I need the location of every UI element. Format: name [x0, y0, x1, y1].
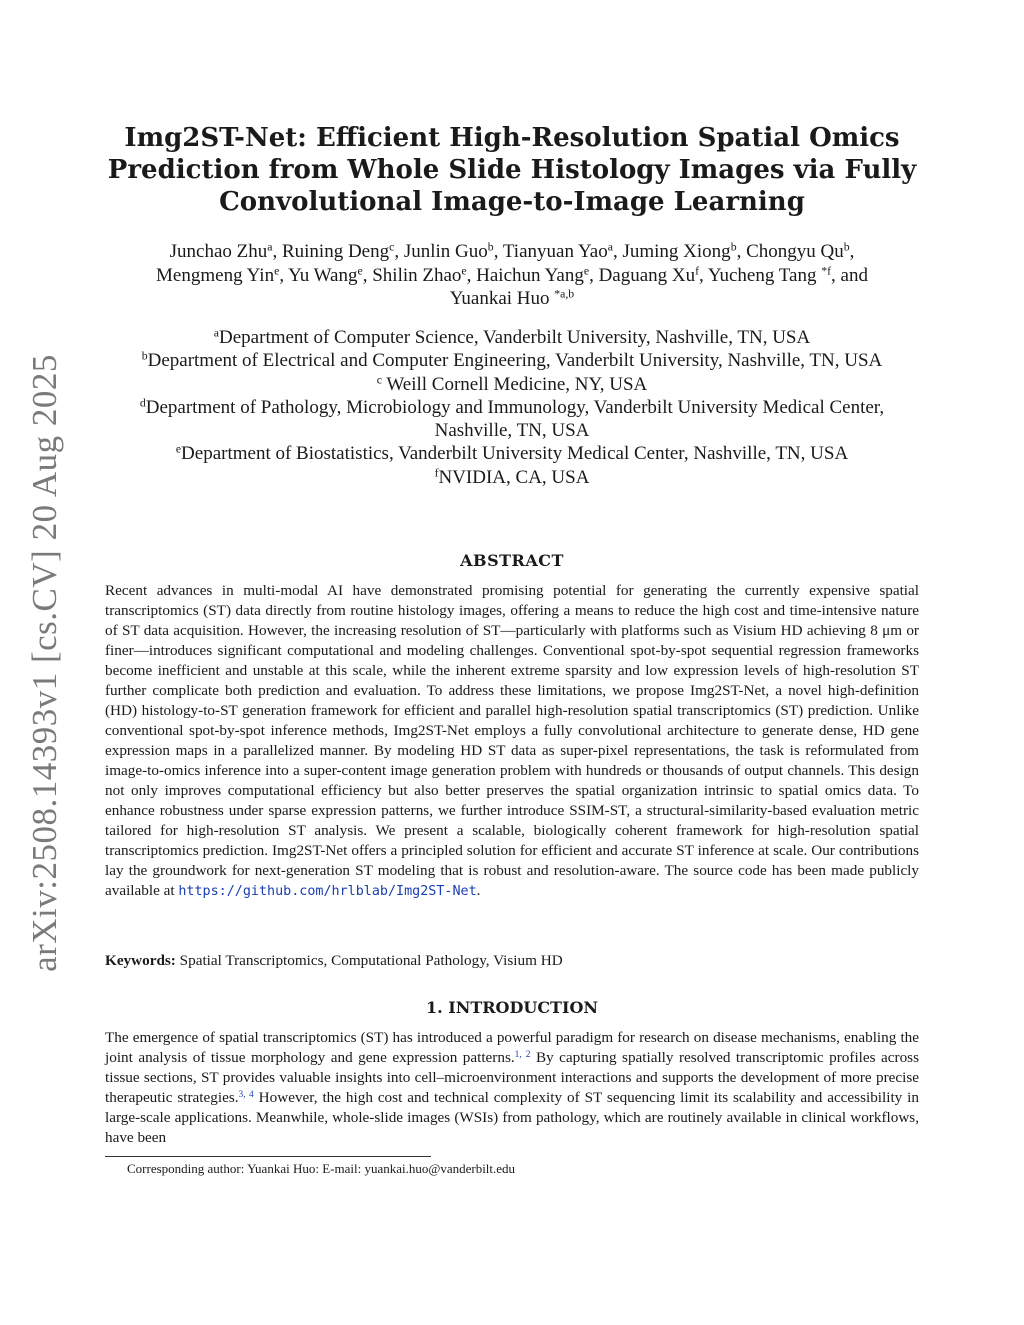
affiliation: $^a$Department of Computer Science, Vanderbilt University, Nashville, TN, USA — [213, 326, 811, 348]
author: Haichun Yang$^e$ — [476, 264, 590, 286]
author: Ruining Deng$^c$ — [281, 240, 395, 262]
author: Chongyu Qu$^b$ — [746, 240, 850, 262]
affiliation: $^b$Department of Electrical and Computer Engineering, Vanderbilt University, Nashville, TN, USA — [141, 349, 883, 372]
keywords-line — [105, 951, 919, 971]
author: Junchao Zhu$^a$ — [169, 240, 273, 262]
author: Juming Xiong$^b$ — [622, 240, 737, 262]
affiliation: $^e$Department of Biostatistics, Vanderbilt University Medical Center, Nashville, TN, USA — [175, 443, 849, 465]
author-list: Junchao Zhu$^a$, Ruining Deng$^c$, Junlin Guo$^b$, Tianyuan Yao$^a$, Juming Xiong$^b$, Chongyu Qu$^b$, Mengmeng Yin$^e$, Yu Wang$^e$, Shilin Zhao$^e$, Haichun Yang$^e$, Daguang Xu$^f$, Yucheng Tang $^{*f}$, and Yuankai Huo $^{*a,b}$ — [156, 240, 868, 309]
author: Yucheng Tang $^{*f}$ — [707, 264, 832, 286]
arxiv-identifier-stamp — [22, 354, 68, 972]
author: Junlin Guo$^b$ — [403, 240, 494, 262]
citation-ref[interactable]: 1, 2 — [514, 1049, 531, 1060]
source-code-link[interactable]: https://github.com/hrlblab/Img2ST-Net — [178, 884, 477, 899]
citation-ref[interactable]: 3, 4 — [238, 1089, 254, 1100]
introduction-heading: 1. INTRODUCTION — [425, 998, 599, 1017]
abstract-paragraph: Recent advances in multi-modal AI have demonstrated promising potential for generating the currently expensive spatial transcriptomics (ST) data directly from routine histology images, offering a means to reduce the high cost and time-intensive nature of ST data acquisition. However, the increasing resolution of ST—particularly with platforms such as Visium HD achieving 8 μm or finer—introduces significant computational and modeling challenges. Conventional spot-by-spot sequential regression frameworks become inefficient and unstable at this scale, while the inherent extreme sparsity and low expression levels of high-resolution ST further complicate both prediction and evaluation. To address these limitations, we propose Img2ST-Net, a novel high-definition (HD) histology-to-ST generation framework for efficient and parallel high-resolution spatial transcriptomics (ST) prediction. Unlike conventional spot-by-spot inference methods, Img2ST-Net employs a fully convolutional architecture to generate dense, HD gene expression maps in a parallelized manner. By modeling HD ST data as super-pixel representations, the task is reformulated from image-to-omics inference into a super-content image generation problem with hundreds or thousands of output channels. This design not only improves computational efficiency but also better preserves the spatial organization intrinsic to spatial omics data. To enhance robustness under sparse expression patterns, we further introduce SSIM-ST, a structural-similarity-based evaluation metric tailored for high-resolution ST analysis. We present a scalable, biologically coherent framework for high-resolution spatial transcriptomics prediction. Img2ST-Net offers a principled solution for efficient and accurate ST inference at scale. Our contributions lay the groundwork for next-generation ST modeling that is robust and resolution-aware. The source code has been made publicly available at https://github.com/hrlblab/Img2ST-Net. — [105, 582, 919, 899]
abstract-body: Recent advances in multi-modal AI have demonstrated promising potential for generating the currently expensive spatial transcriptomics (ST) data directly from routine histology images, offering a means to reduce the high cost and time-intensive nature of ST data acquisition. However, the increasing resolution of ST—particularly with platforms such as Visium HD achieving 8 μm or finer—introduces significant computational and modeling challenges. Conventional spot-by-spot sequential regression frameworks become inefficient and unstable at this scale, while the inherent extreme sparsity and low expression levels of high-resolution ST further complicate both prediction and evaluation. To address these limitations, we propose Img2ST-Net, a novel high-definition (HD) histology-to-ST generation framework for efficient and parallel high-resolution spatial transcriptomics (ST) prediction. Unlike conventional spot-by-spot inference methods, Img2ST-Net employs a fully convolutional architecture to generate dense, HD gene expression maps in a parallelized manner. By modeling HD ST data as super-pixel representations, the task is reformulated from image-to-omics inference into a super-content image generation problem with hundreds or thousands of output channels. This design not only improves computational efficiency but also better preserves the spatial organization intrinsic to spatial omics data. To enhance robustness under sparse expression patterns, we further introduce SSIM-ST, a structural-similarity-based evaluation metric tailored for high-resolution ST analysis. We present a scalable, biologically coherent framework for high-resolution spatial transcriptomics prediction. Img2ST-Net offers a principled solution for efficient and accurate ST inference at scale. Our contributions lay the groundwork for next-generation ST modeling that is robust and resolution-aware. The source code has been made publicly available at — [105, 582, 919, 899]
affiliation: $^f$NVIDIA, CA, USA — [434, 466, 590, 488]
keywords-label: Keywords: — [105, 952, 176, 969]
author-conjunction: and — [840, 264, 868, 286]
author: Mengmeng Yin$^e$ — [156, 264, 280, 286]
affiliation: $^c$ Weill Cornell Medicine, NY, USA — [376, 373, 648, 395]
introduction-paragraph: The emergence of spatial transcriptomics (ST) has introduced a powerful paradigm for research on disease mechanisms, enabling the joint analysis of tissue morphology and gene expression patterns.$^{1, 2}$ By capturing spatially resolved transcriptomic profiles across tissue sections, ST provides valuable insights into cell–microenvironment interactions and supports the development of more precise therapeutic strategies.$^{3, 4}$ However, the high cost and technical complexity of ST sequencing limit its scalability and accessibility in large-scale applications. Meanwhile, whole-slide images (WSIs) from pathology, which are routinely available in clinical workflows, have been — [105, 1029, 919, 1146]
affiliation: $^d$Department of Pathology, Microbiology and Immunology, Vanderbilt University Medical Center, Nashville, TN, USA — [139, 396, 885, 442]
author: Shilin Zhao$^e$ — [372, 264, 467, 286]
affiliation-list — [100, 326, 924, 489]
keywords-text: Spatial Transcriptomics, Computational Pathology, Visium HD — [175, 952, 563, 969]
abstract-heading: ABSTRACT — [460, 551, 564, 570]
arxiv-identifier-text: arXiv:2508.14393v1 [cs.CV] 20 Aug 2025 — [25, 354, 64, 972]
corresponding-author-footnote: Corresponding author: Yuankai Huo: E-mail: yuankai.huo@vanderbilt.edu — [127, 1161, 516, 1176]
author: Yuankai Huo $^{*a,b}$ — [449, 287, 575, 309]
author: Tianyuan Yao$^a$ — [502, 240, 613, 262]
paper-title: Img2ST-Net: Efficient High-Resolution Spatial Omics Prediction from Whole Slide Histology Images via Fully Convolutional Image-to-Image Learning — [107, 123, 917, 217]
author: Yu Wang$^e$ — [288, 264, 363, 286]
footnote-divider — [105, 1156, 431, 1157]
author: Daguang Xu$^f$ — [598, 264, 700, 286]
